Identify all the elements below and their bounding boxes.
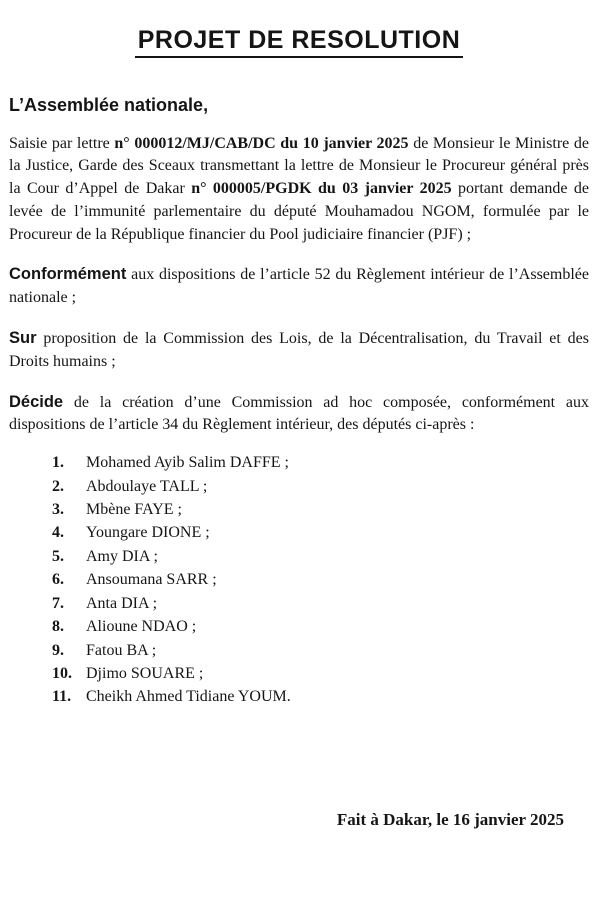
- letter-reference-2: n° 000005/PGDK du 03 janvier 2025: [191, 180, 452, 198]
- deputy-item-10: [52, 662, 589, 685]
- deputy-name: Abdoulaye TALL ;: [86, 477, 208, 495]
- title-row: [9, 27, 589, 58]
- deputy-item-7: [52, 592, 589, 615]
- sur-text: proposition de la Commission des Lois, de la Décentralisation, du Travail et des Droits humains ;: [9, 330, 589, 370]
- deputy-number: 7.: [52, 594, 64, 612]
- deputy-name: Djimo SOUARE ;: [86, 664, 204, 682]
- deputy-name: Mbène FAYE ;: [86, 501, 182, 519]
- letter-reference-1: n° 000012/MJ/CAB/DC du 10 janvier 2025: [114, 134, 409, 152]
- deputy-item-3: [52, 498, 589, 521]
- deputy-number: 2.: [52, 477, 64, 495]
- deputy-name: Ansoumana SARR ;: [86, 571, 217, 589]
- paragraph-sur: [9, 327, 589, 374]
- deputy-name: Cheikh Ahmed Tidiane YOUM.: [86, 688, 291, 706]
- document-title: PROJET DE RESOLUTION: [135, 27, 464, 58]
- deputy-item-8: [52, 615, 589, 638]
- deputy-number: 4.: [52, 524, 64, 542]
- deputy-name: Mohamed Ayib Salim DAFFE ;: [86, 454, 289, 472]
- saisie-tail-text: portant demande de levée de l’immunité parlementaire du député Mouhamadou NGOM, formulée par le Procureur de la République financier du Pool judiciaire financier (PJF) ;: [9, 180, 590, 243]
- conformement-text: aux dispositions de l’article 52 du Règlement intérieur de l’Assemblée nationale ;: [9, 266, 589, 307]
- deputy-item-5: [52, 545, 589, 568]
- deputy-number: 9.: [52, 641, 64, 659]
- deputy-item-11: [52, 685, 589, 708]
- deputy-item-9: [52, 639, 589, 662]
- paragraph-decide: [9, 391, 589, 438]
- deputies-list: [9, 451, 589, 708]
- deputy-item-2: [52, 475, 589, 498]
- decide-lead-word: Décide: [9, 392, 64, 411]
- deputy-item-6: [52, 568, 589, 591]
- deputy-name: Anta DIA ;: [86, 594, 158, 612]
- deputy-number: 3.: [52, 501, 64, 519]
- deputy-name: Fatou BA ;: [86, 641, 157, 659]
- deputy-item-1: [52, 451, 589, 474]
- opening-line: L’Assemblée nationale,: [9, 95, 209, 115]
- decide-text: de la création d’une Commission ad hoc composée, conformément aux dispositions de l’article 34 du Règlement intérieur, des députés ci-après :: [9, 393, 589, 434]
- deputy-name: Youngare DIONE ;: [86, 524, 210, 542]
- sur-lead-word: Sur: [9, 329, 37, 348]
- deputy-number: 8.: [52, 618, 64, 636]
- paragraph-saisie: [9, 133, 589, 247]
- saisie-middle-text: de Monsieur le Ministre de la Justice, Garde des Sceaux transmettant la lettre de Monsieur le Procureur général près la Cour d’Appel de Dakar: [9, 134, 590, 198]
- paragraph-conformement: [9, 263, 589, 310]
- deputy-name: Alioune NDAO ;: [86, 618, 197, 636]
- deputy-number: 5.: [52, 547, 64, 565]
- deputy-number: 6.: [52, 571, 64, 589]
- deputy-number: 1.: [52, 454, 64, 472]
- deputy-item-4: [52, 521, 589, 544]
- deputy-number: 10.: [52, 664, 72, 682]
- deputy-name: Amy DIA ;: [86, 547, 158, 565]
- dateline: Fait à Dakar, le 16 janvier 2025: [336, 809, 564, 829]
- saisie-lead-text: Saisie par lettre: [9, 134, 115, 152]
- deputy-number: 11.: [52, 688, 72, 706]
- conformement-lead-word: Conformément: [9, 265, 127, 284]
